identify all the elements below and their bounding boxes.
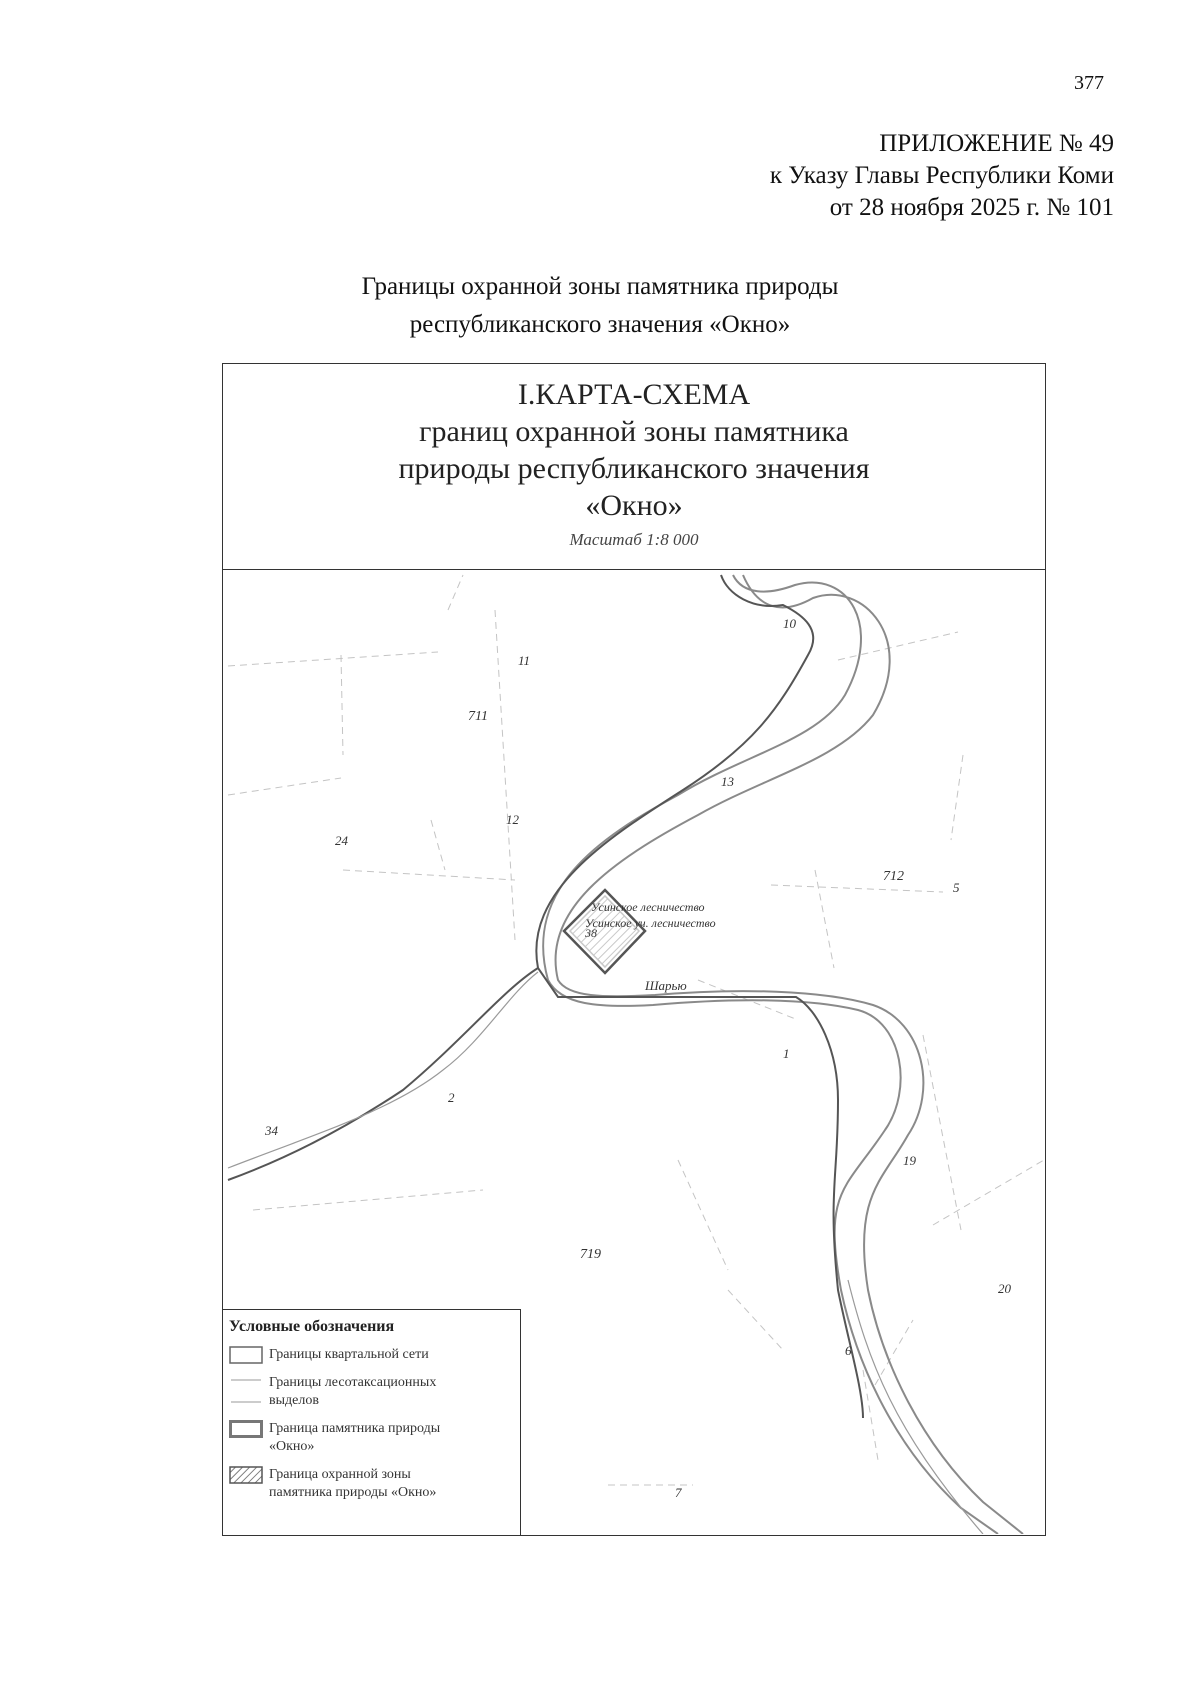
map-title-line-4: «Окно» xyxy=(585,489,683,522)
label-forestry: Усинское лесничество xyxy=(591,900,705,914)
label-19: 19 xyxy=(903,1153,916,1168)
subdivision-line-icon xyxy=(229,1374,263,1410)
legend-title: Условные обозначения xyxy=(229,1318,395,1335)
label-719: 719 xyxy=(580,1247,601,1262)
label-24: 24 xyxy=(335,833,348,848)
map-title-line-2: границ охранной зоны памятника xyxy=(419,415,849,448)
label-2: 2 xyxy=(448,1090,455,1105)
hatched-zone-icon xyxy=(229,1466,263,1484)
appendix-line-3: от 28 ноября 2025 г. № 101 xyxy=(829,194,1114,221)
document-title-line-2: республиканского значения «Окно» xyxy=(409,311,791,338)
document-title xyxy=(0,268,1200,344)
label-13: 13 xyxy=(721,774,734,789)
page-number: 377 xyxy=(1074,72,1104,94)
appendix-line-2: к Указу Главы Республики Коми xyxy=(769,162,1114,189)
label-20: 20 xyxy=(998,1281,1011,1296)
label-river-sharyu: Шарью xyxy=(645,978,687,993)
label-711: 711 xyxy=(468,709,488,724)
label-10: 10 xyxy=(783,616,796,631)
map-title-line-1: I.КАРТА-СХЕМА xyxy=(517,378,751,411)
legend-label-subdivision-line-2: выделов xyxy=(269,1393,319,1408)
label-forestry-district: Усинское уч. лесничество xyxy=(585,916,716,930)
legend-label-zone-line-2: памятника природы «Окно» xyxy=(269,1485,437,1500)
label-34: 34 xyxy=(265,1123,278,1138)
legend-item-protective-zone xyxy=(229,1466,514,1502)
label-11: 11 xyxy=(518,653,531,668)
block-boundaries xyxy=(228,575,863,1418)
appendix-header xyxy=(770,128,1114,224)
label-7: 7 xyxy=(675,1485,682,1500)
legend-label-subdivision-line-1: Границы лесотаксационных xyxy=(269,1375,437,1390)
document-title-line-1: Границы охранной зоны памятника природы xyxy=(361,273,839,300)
legend-item-block-boundary xyxy=(229,1346,514,1364)
legend-label-zone-line-1: Граница охранной зоны xyxy=(269,1467,411,1482)
legend-label-monument-line-1: Граница памятника природы xyxy=(269,1421,441,1436)
map-frame xyxy=(222,363,1046,1536)
label-6: 6 xyxy=(845,1343,852,1358)
map-scale: Масштаб 1:8 000 xyxy=(569,530,699,549)
map-title xyxy=(223,376,1045,524)
label-12: 12 xyxy=(506,812,519,827)
map-title-line-3: природы республиканского значения xyxy=(398,452,870,485)
legend-item-subdivision xyxy=(229,1374,514,1410)
legend-label-monument-line-2: «Окно» xyxy=(269,1439,315,1454)
legend-item-monument-boundary xyxy=(229,1420,514,1456)
monument-boundary-icon xyxy=(229,1420,263,1438)
label-38: 38 xyxy=(585,926,597,940)
map-legend xyxy=(223,1309,521,1535)
label-5: 5 xyxy=(953,880,960,895)
appendix-line-1: ПРИЛОЖЕНИЕ № 49 xyxy=(879,130,1114,157)
label-712: 712 xyxy=(883,869,904,884)
map-header xyxy=(223,364,1045,570)
label-1: 1 xyxy=(783,1046,790,1061)
legend-label-block-boundary: Границы квартальной сети xyxy=(269,1347,429,1362)
block-boundary-icon xyxy=(229,1346,263,1364)
